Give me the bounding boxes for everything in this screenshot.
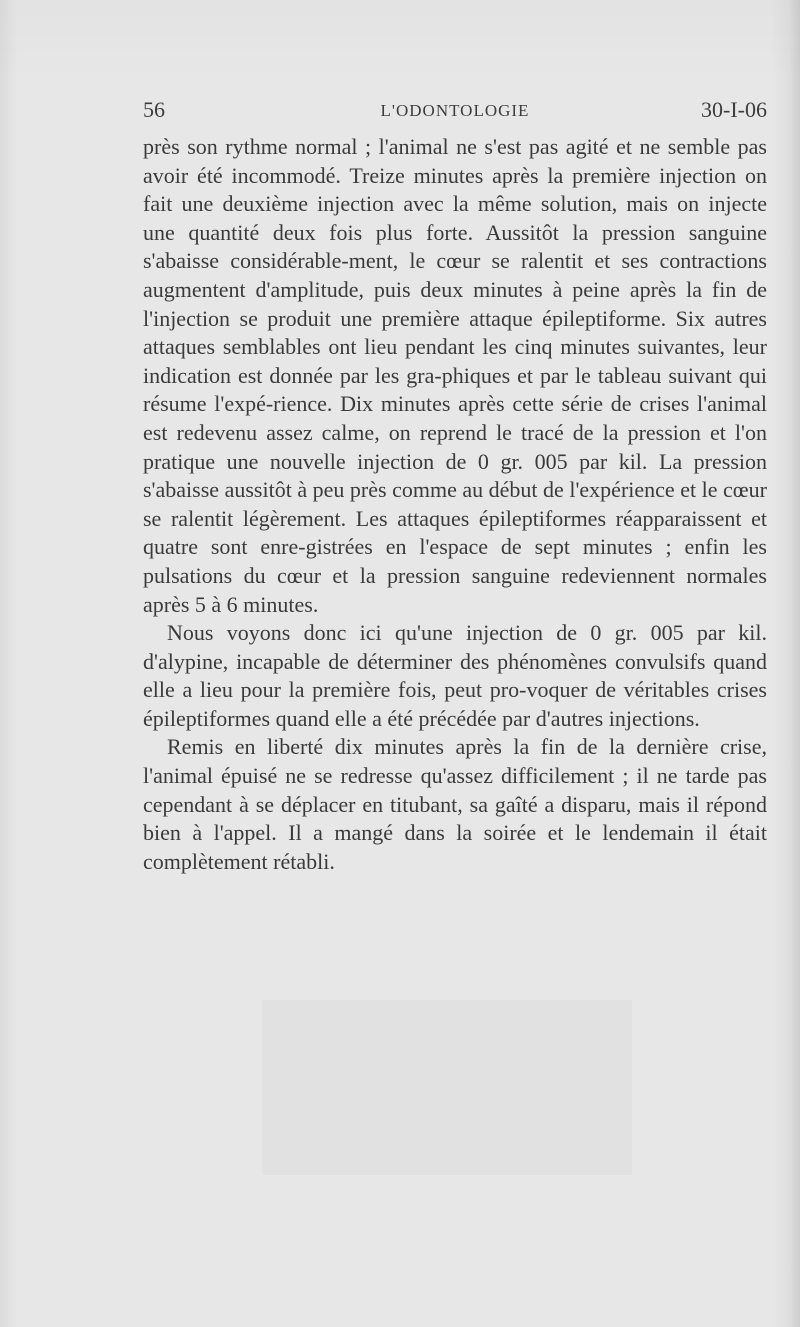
paragraph: Nous voyons donc ici qu'une injection de 0 gr. 005 par kil. d'alypine, incapable de déterminer des phénomènes convulsifs quand elle a lieu pour la première fois, peut pro-voquer de véritables crises épileptiformes quand elle a été précédée par d'autres injections. [143, 620, 767, 731]
page-number: 56 [143, 97, 165, 122]
issue-date: 30-I-06 [701, 97, 767, 122]
running-title: L'ODONTOLOGIE [380, 101, 530, 120]
running-header [143, 97, 767, 125]
body-text [143, 133, 767, 876]
paragraph: Remis en liberté dix minutes après la fin de la dernière crise, l'animal épuisé ne se redresse qu'assez difficilement ; il ne tarde pas cependant à se déplacer en titubant, sa gaîté a disparu, mais il répond bien à l'appel. Il a mangé dans la soirée et le lendemain il était complètement rétabli. [143, 734, 767, 874]
paper-stain [262, 1000, 632, 1175]
page-edge-shadow [788, 0, 800, 1327]
paragraph-continued: près son rythme normal ; l'animal ne s'est pas agité et ne semble pas avoir été incommodé. Treize minutes après la première injection on fait une deuxième injection avec la même solution, mais on injecte une quantité deux fois plus forte. Aussitôt la pression sanguine s'abaisse considérable-ment, le cœur se ralentit et ses contractions augmentent d'amplitude, puis deux minutes à peine après la fin de l'injection se produit une première attaque épileptiforme. Six autres attaques semblables ont lieu pendant les cinq minutes suivantes, leur indication est donnée par les gra-phiques et par le tableau suivant qui résume l'expé-rience. Dix minutes après cette série de crises l'animal est redevenu assez calme, on reprend le tracé de la pression et l'on pratique une nouvelle injection de 0 gr. 005 par kil. La pression s'abaisse aussitôt à peu près comme au début de l'expérience et le cœur se ralentit légèrement. Les attaques épileptiformes réapparaissent et quatre sont enre-gistrées en l'espace de sept minutes ; enfin les pulsations du cœur et la pression sanguine redeviennent normales après 5 à 6 minutes. [143, 134, 767, 617]
